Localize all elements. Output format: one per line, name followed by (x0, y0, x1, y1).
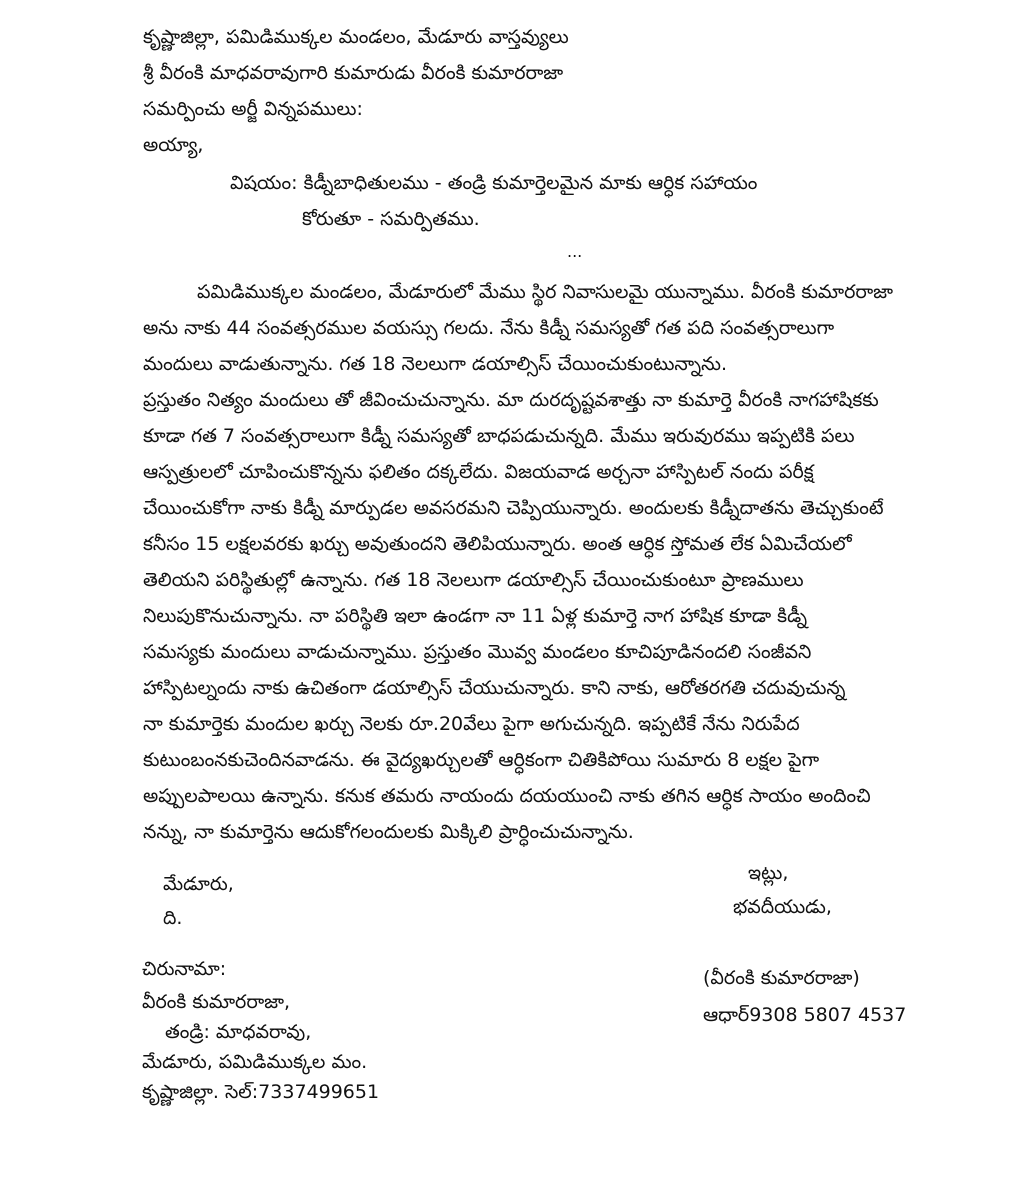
header-line-2: శ్రీ వీరంకి మాధవరావుగారి కుమారుడు వీరంకి కుమారరాజా (143, 62, 564, 84)
closing-line-2: భవదీయుడు, (733, 896, 832, 918)
aadhar-number: ఆధార్9308 5807 4537 (703, 1004, 907, 1026)
body-line: పమిడిముక్కల మండలం, మేడూరులో మేము స్థిర నివాసులమై యున్నాము. వీరంకి కుమారరాజా (197, 281, 894, 303)
closing-line-1: ఇట్లు, (748, 862, 789, 884)
body-line: అను నాకు 44 సంవత్సరముల వయస్సు గలదు. నేను కిడ్నీ సమస్యతో గత పది సంవత్సరాలుగా (143, 317, 835, 339)
body-line: కుటుంబంనకుచెందినవాడను. ఈ వైద్యఖర్చులతో ఆర్ధికంగా చితికిపోయి సుమారు 8 లక్షల పైగా (143, 749, 820, 771)
subject-line-1: విషయం: కిడ్నీబాధితులము - తండ్రి కుమార్తెలమైన మాకు ఆర్ధిక సహాయం (230, 172, 758, 194)
body-line: ప్రస్తుతం నిత్యం మందులు తో జీవించుచున్నాను. మా దురదృష్టవశాత్తు నా కుమార్తె వీరంకి నాగహాషికకు (143, 389, 879, 411)
address-district-cell: కృష్ణాజిల్లా. సెల్:7337499651 (142, 1081, 380, 1103)
date: ది. (163, 907, 183, 929)
body-line: కూడా గత 7 సంవత్సరాలుగా కిడ్నీ సమస్యతో బాధపడుచున్నది. మేము ఇరువురము ఇప్పటికి పలు (143, 425, 855, 447)
body-line: కనీసం 15 లక్షలవరకు ఖర్చు అవుతుందని తెలిపియున్నారు. అంత ఆర్ధిక స్తోమత లేక ఏమిచేయలో (143, 533, 852, 555)
place: మేడూరు, (163, 873, 234, 895)
address-label: చిరునామా: (142, 958, 227, 980)
address-village: మేడూరు, పమిడిముక్కల మం. (142, 1051, 368, 1073)
address-father: తండ్రి: మాధవరావు, (165, 1021, 312, 1043)
body-line: తెలియని పరిస్థితుల్లో ఉన్నాను. గత 18 నెలలుగా డయాల్సిస్ చేయించుకుంటూ ప్రాణములు (143, 569, 804, 591)
header-line-3: సమర్పించు అర్జీ విన్నపములు: (143, 98, 363, 120)
body-line: సమస్యకు మందులు వాడుచున్నాము. ప్రస్తుతం మొవ్వ మండలం కూచిపూడినందలి సంజీవని (143, 641, 812, 663)
body-line: ఆస్పత్రులలో చూపించుకొన్నను ఫలితం దక్కలేదు. విజయవాడ అర్చనా హాస్పిటల్ నందు పరీక్ష (143, 461, 814, 483)
subject-line-2: కోరుతూ - సమర్పితము. (302, 208, 480, 230)
body-line: నన్ను, నా కుమార్తెను ఆదుకోగలందులకు మిక్కిలి ప్రార్ధించుచున్నాను. (143, 821, 634, 843)
header-line-1: కృష్ణాజిల్లా, పమిడిముక్కల మండలం, మేడూరు వాస్తవ్యులు (143, 26, 569, 48)
signature-name: (వీరంకి కుమారరాజా) (703, 967, 860, 989)
body-line: హాస్పిటల్నందు నాకు ఉచితంగా డయాల్సిస్ చేయుచున్నారు. కాని నాకు, ఆరోతరగతి చదువుచున్న (143, 677, 846, 699)
body-line: నిలుపుకొనుచున్నాను. నా పరిస్థితి ఇలా ఉండగా నా 11 ఏళ్ల కుమార్తె నాగ హాషిక కూడా కిడ్నీ (143, 605, 808, 627)
body-line: చేయించుకోగా నాకు కిడ్నీ మార్పుడల అవసరమని చెప్పియున్నారు. అందులకు కిడ్నీదాతను తెచ్చుకుంటే (143, 497, 884, 519)
body-line: మందులు వాడుతున్నాను. గత 18 నెలలుగా డయాల్సిస్ చేయించుకుంటున్నాను. (143, 353, 728, 375)
salutation: అయ్యా, (143, 134, 204, 156)
address-name: వీరంకి కుమారరాజా, (142, 991, 291, 1013)
body-line: అప్పులపాలయి ఉన్నాను. కనుక తమరు నాయందు దయయుంచి నాకు తగిన ఆర్ధిక సాయం అందించి (143, 785, 871, 807)
separator: ... (567, 242, 583, 261)
body-line: నా కుమార్తెకు మందుల ఖర్చు నెలకు రూ.20వేలు పైగా అగుచున్నది. ఇప్పటికే నేను నిరుపేద (143, 713, 800, 735)
